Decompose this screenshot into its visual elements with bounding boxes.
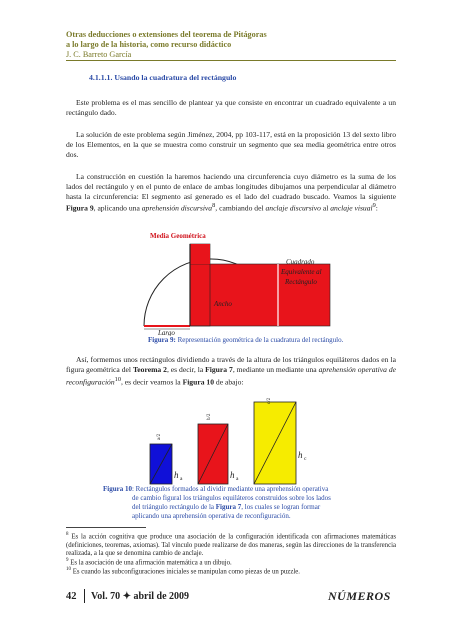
term-reconfiguracion: aprehensión operativa de reconfiguración	[66, 364, 396, 387]
label-cuadrado-3: Rectángulo	[285, 278, 317, 286]
label-ancho: Ancho	[214, 300, 232, 308]
label-media-geometrica: Media Geométrica	[150, 232, 206, 240]
label-cuadrado-1: Cuadrado	[286, 258, 315, 266]
header-title-line2: a lo largo de la historia, como recurso didáctico	[66, 40, 232, 49]
footnote-10-text: Es cuando las subconfiguraciones iniciales se manipulan como piezas de un puzzle.	[72, 568, 300, 576]
p4-text5: de abajo:	[214, 377, 244, 387]
label-h-blue: h	[174, 470, 179, 480]
paragraph-4	[66, 355, 396, 387]
paragraph-1: Este problema es el mas sencillo de plantear ya que consiste en encontrar un cuadrado equivalente a un rectángulo dado.	[66, 98, 396, 117]
p3-text3: al	[320, 203, 331, 213]
figure-10-caption-ref: Figura 7	[215, 503, 242, 511]
footnote-10	[66, 566, 396, 577]
section-title: 4.1.1.1. Usando la cuadratura del rectángulo	[89, 73, 237, 82]
footnote-rule	[66, 527, 146, 528]
paragraph-3-body: La construcción en cuestión la haremos haciendo una circunferencia cuyo diámetro es la suma de los lados del rectángulo y en el punto de enlace de ambas longitudes dibujamos una perpendicular al diámetro hasta la circunferencia: El segmento así generado es el lado del cuadrado buscado. Veamos la siguiente	[66, 172, 396, 201]
rectangle-shape	[190, 264, 278, 326]
label-h-yellow: h	[298, 450, 303, 460]
footnote-8-text: Es la acción cognitiva que produce una asociación de la configuración identificada con afirmaciones matemáticas (definiciones, teoremas, axiomas). Tal vínculo puede realizarse de dos maneras, según las direcciones de la transferencia realizada, a la que se denomina cambio de anclaje.	[66, 533, 397, 558]
p4-text3: , mediante un mediante una	[232, 364, 319, 374]
footnote-ref-10[interactable]: 10	[114, 375, 121, 383]
figure-9	[140, 228, 340, 336]
label-h-blue-sub: a	[180, 476, 183, 482]
page-number: 42	[66, 591, 77, 602]
teorema-2-ref: Teorema 2	[132, 364, 167, 374]
p4-text2: , es decir, la	[166, 364, 206, 374]
term-aprehension-discursiva: aprehensión discursiva	[141, 203, 213, 213]
figure-10-caption-line3a: del triángulo rectángulo de la	[132, 503, 216, 511]
paragraph-2: La solución de este problema según Jiménez, 2004, pp 103-117, está en la proposición 13 del sexto libro de los Elementos, en la que se muestra como construir un segmento que sea media geométrica entre otros dos.	[66, 130, 396, 159]
footnote-ref-9[interactable]: 9	[372, 202, 376, 210]
largo-segment	[144, 325, 190, 327]
figure-9-ref: Figura 9	[66, 203, 94, 213]
footnote-10-num: 10	[66, 567, 71, 572]
top-label-b: b/2	[207, 413, 212, 420]
p4-text1: Así, formemos unos rectángulos dividiendo a través de la altura de los triángulos equiláteros dados en la figura geométrica del	[66, 355, 396, 374]
paragraph-3	[66, 172, 396, 214]
label-largo: Largo	[158, 329, 175, 336]
label-h-yellow-sub: c	[304, 456, 307, 462]
journal-logo: NÚMEROS	[328, 589, 391, 603]
figure-10-caption-line1: : Rectángulos formados al dividir mediante una aprehensión operativa	[131, 485, 329, 493]
footer-divider	[84, 589, 85, 603]
header-author: J. C. Barreto García	[66, 50, 132, 59]
top-label-a: a/2	[157, 433, 162, 440]
top-label-c: c/2	[267, 398, 272, 404]
p3-text1: , aplicando una	[93, 203, 142, 213]
running-header	[66, 30, 267, 60]
figure-10-caption-line4: aplicando una aprehensión operativa de reconfiguración.	[132, 512, 291, 520]
footnote-9-text: Es la asociación de una afirmación matemática a un dibujo.	[70, 559, 232, 567]
figure-10-caption-line2: de cambio figural los triángulos equiláteros construidos sobre los lados	[132, 494, 331, 502]
p4-text4: , es decir veamos la	[120, 377, 183, 387]
header-rule	[66, 60, 396, 61]
label-cuadrado-2: Equivalente al	[281, 268, 322, 276]
figure-10-caption	[103, 485, 403, 521]
p3-text4: :	[375, 203, 378, 213]
figura-10-ref: Figura 10	[182, 377, 214, 387]
footnote-9-num: 9	[66, 558, 69, 563]
label-h-mid-sub: a	[236, 476, 239, 482]
footer-volume: Vol. 70 ✦ abril de 2009	[91, 591, 190, 602]
term-anclaje-visual: anclaje visual	[330, 203, 373, 213]
label-h-mid: h	[230, 470, 235, 480]
mean-square-top	[190, 244, 210, 264]
figure-9-caption	[148, 336, 343, 344]
figure-10-caption-lead: Figura 10	[103, 485, 132, 493]
figure-9-caption-text: Representación geométrica de la cuadratura del rectángulo.	[175, 336, 344, 344]
footnote-8	[66, 531, 396, 558]
term-anclaje-discursivo: anclaje discursivo	[265, 203, 321, 213]
figura-7-ref: Figura 7	[205, 364, 233, 374]
header-title-line1: Otras deducciones o extensiones del teorema de Pitágoras	[66, 30, 267, 39]
footnote-8-num: 8	[66, 532, 69, 537]
p3-text2: , cambiando del	[215, 203, 266, 213]
figure-10-caption-line3b: , los cuales se logran formar	[241, 503, 321, 511]
footnote-ref-8[interactable]: 8	[212, 202, 216, 210]
figure-9-caption-lead: Figura 9:	[148, 336, 176, 344]
figure-10	[146, 398, 326, 486]
